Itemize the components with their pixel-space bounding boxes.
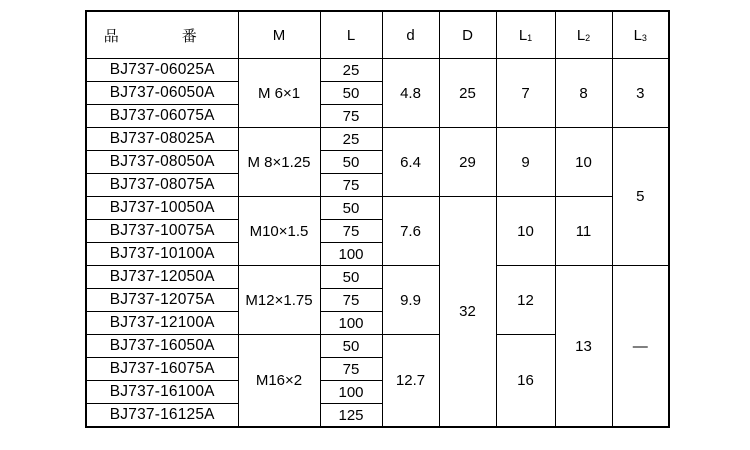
part-number-cell: BJ737-12100A (86, 312, 238, 335)
part-number-cell: BJ737-08050A (86, 151, 238, 174)
thread-cell: M 6×1 (238, 59, 320, 128)
part-number-cell: BJ737-12050A (86, 266, 238, 289)
l3-cell: 3 (612, 59, 669, 128)
length-cell: 125 (320, 404, 382, 428)
spec-table (85, 10, 670, 428)
thread-cell: M10×1.5 (238, 197, 320, 266)
d-small-cell: 6.4 (382, 128, 439, 197)
part-number-cell: BJ737-06050A (86, 82, 238, 105)
part-number-cell: BJ737-06025A (86, 59, 238, 82)
part-number-cell: BJ737-08025A (86, 128, 238, 151)
l2-cell: 8 (555, 59, 612, 128)
header-d-small: d (382, 11, 439, 59)
header-l1-sub: 1 (527, 32, 533, 43)
l2-cell: 11 (555, 197, 612, 266)
length-cell: 75 (320, 105, 382, 128)
d-small-cell: 12.7 (382, 335, 439, 428)
header-l1-base: L (518, 26, 528, 44)
part-number-cell: BJ737-12075A (86, 289, 238, 312)
header-l3-sub: 3 (641, 32, 647, 43)
length-cell: 50 (320, 82, 382, 105)
thread-cell: M16×2 (238, 335, 320, 428)
length-cell: 50 (320, 266, 382, 289)
d-small-cell: 7.6 (382, 197, 439, 266)
length-cell: 50 (320, 335, 382, 358)
part-number-cell: BJ737-16100A (86, 381, 238, 404)
length-cell: 50 (320, 151, 382, 174)
l2-cell: 10 (555, 128, 612, 197)
header-l: L (320, 11, 382, 59)
d-small-cell: 4.8 (382, 59, 439, 128)
l3-cell: 5 (612, 128, 669, 266)
l1-cell: 12 (496, 266, 555, 335)
table-row (86, 266, 669, 289)
length-cell: 75 (320, 174, 382, 197)
length-cell: 100 (320, 381, 382, 404)
table-row (86, 59, 669, 82)
header-l2-sub: 2 (585, 32, 591, 43)
part-number-cell: BJ737-16075A (86, 358, 238, 381)
d-large-cell: 32 (439, 197, 496, 428)
length-cell: 75 (320, 358, 382, 381)
header-m: M (238, 11, 320, 59)
header-row (86, 11, 669, 59)
length-cell: 75 (320, 289, 382, 312)
part-number-cell: BJ737-06075A (86, 105, 238, 128)
d-large-cell: 29 (439, 128, 496, 197)
part-number-cell: BJ737-16125A (86, 404, 238, 428)
length-cell: 100 (320, 243, 382, 266)
l1-cell: 10 (496, 197, 555, 266)
l3-cell: — (612, 266, 669, 428)
part-number-cell: BJ737-16050A (86, 335, 238, 358)
header-l2 (555, 11, 612, 59)
header-l2-base: L (576, 26, 586, 44)
table-row (86, 128, 669, 151)
l2-cell: 13 (555, 266, 612, 428)
length-cell: 25 (320, 128, 382, 151)
part-number-cell: BJ737-10050A (86, 197, 238, 220)
header-l3 (612, 11, 669, 59)
part-number-cell: BJ737-08075A (86, 174, 238, 197)
l1-cell: 9 (496, 128, 555, 197)
thread-cell: M12×1.75 (238, 266, 320, 335)
l1-cell: 7 (496, 59, 555, 128)
length-cell: 100 (320, 312, 382, 335)
header-l1 (496, 11, 555, 59)
d-small-cell: 9.9 (382, 266, 439, 335)
header-l3-base: L (633, 26, 642, 44)
header-d-large: D (439, 11, 496, 59)
length-cell: 50 (320, 197, 382, 220)
header-part-number: 品 番 (86, 11, 238, 59)
table-row (86, 197, 669, 220)
l1-cell: 16 (496, 335, 555, 428)
length-cell: 25 (320, 59, 382, 82)
length-cell: 75 (320, 220, 382, 243)
part-number-cell: BJ737-10075A (86, 220, 238, 243)
part-number-cell: BJ737-10100A (86, 243, 238, 266)
d-large-cell: 25 (439, 59, 496, 128)
thread-cell: M 8×1.25 (238, 128, 320, 197)
